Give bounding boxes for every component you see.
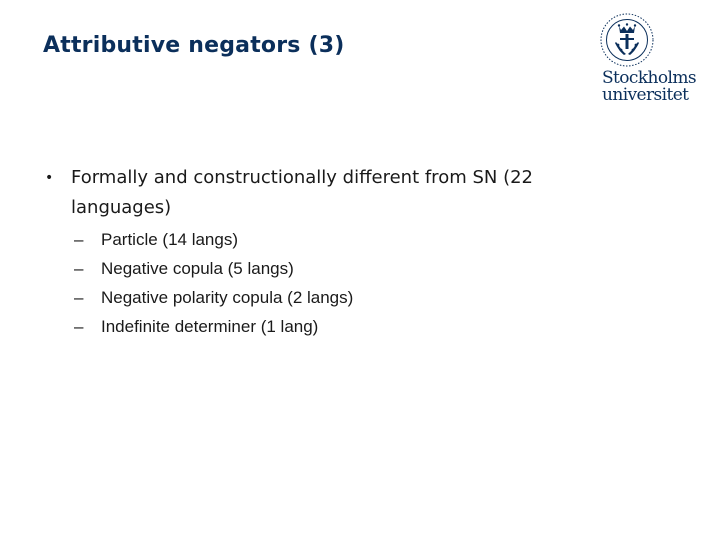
- dash-marker: –: [74, 288, 84, 307]
- bullet-marker: •: [45, 170, 54, 186]
- slide-title: Attributive negators (3): [43, 33, 345, 58]
- university-name: [602, 70, 696, 104]
- university-seal-icon: [599, 12, 655, 68]
- dash-marker: –: [74, 317, 84, 336]
- dash-marker: –: [74, 259, 84, 278]
- sub-bullet-item: [45, 312, 665, 341]
- sub-bullet-list: [45, 225, 665, 341]
- slide-content: [45, 163, 665, 341]
- sub-bullet-text: Indefinite determiner (1 lang): [101, 317, 319, 336]
- sub-bullet-text: Particle (14 langs): [101, 230, 239, 249]
- dash-marker: –: [74, 230, 84, 249]
- bullet-item: [45, 163, 611, 223]
- sub-bullet-text: Negative polarity copula (2 langs): [101, 288, 354, 307]
- bullet-text: Formally and constructionally different from SN (22 languages): [71, 167, 533, 218]
- sub-bullet-item: [45, 254, 665, 283]
- sub-bullet-text: Negative copula (5 langs): [101, 259, 294, 278]
- university-logo: [596, 12, 696, 112]
- sub-bullet-item: [45, 283, 665, 312]
- university-name-line2: universitet: [602, 85, 689, 105]
- university-name-line1: Stockholms: [602, 68, 696, 88]
- sub-bullet-item: [45, 225, 665, 254]
